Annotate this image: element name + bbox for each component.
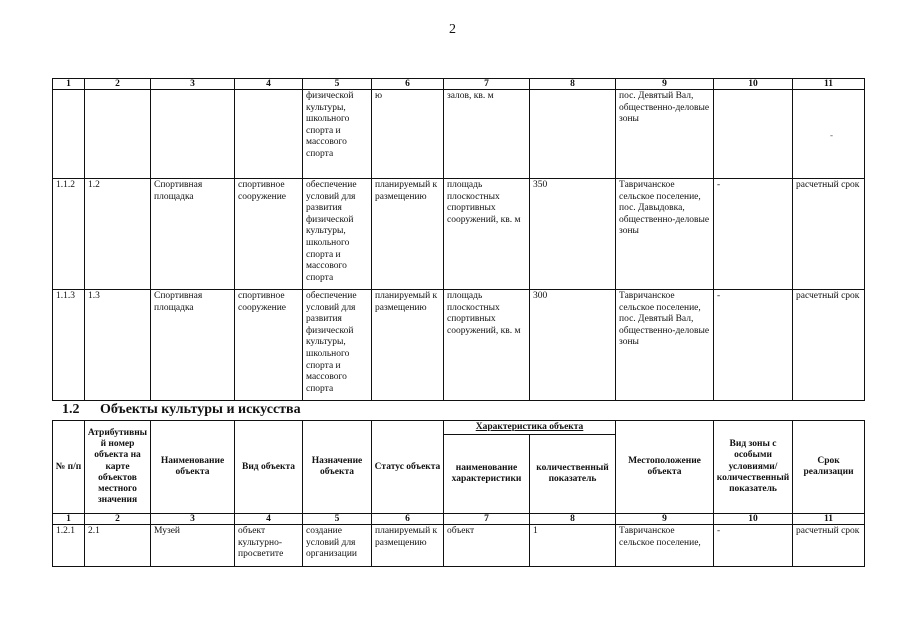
page-number: 2 bbox=[449, 22, 456, 37]
column-number: 11 bbox=[793, 79, 865, 90]
column-number: 10 bbox=[714, 79, 793, 90]
cell-zone bbox=[714, 90, 793, 179]
column-number: 5 bbox=[303, 514, 372, 525]
cell-term: расчетный срок bbox=[793, 179, 865, 290]
cell-status: ю bbox=[372, 90, 444, 179]
cell-characteristic: площадь плоскостных спортивных сооружений, кв. м bbox=[444, 179, 530, 290]
cell-quantity: 1 bbox=[530, 525, 616, 567]
table-row bbox=[53, 290, 865, 401]
cell-term bbox=[793, 90, 865, 179]
cell-characteristic: объект bbox=[444, 525, 530, 567]
table-row bbox=[53, 90, 865, 179]
cell-characteristic: площадь плоскостных спортивных сооружений, кв. м bbox=[444, 290, 530, 401]
table-row bbox=[53, 525, 865, 567]
sports-objects-table bbox=[52, 78, 865, 401]
column-number: 11 bbox=[793, 514, 865, 525]
culture-objects-table bbox=[52, 420, 865, 567]
column-number: 10 bbox=[714, 514, 793, 525]
column-number: 4 bbox=[235, 514, 303, 525]
column-number: 9 bbox=[616, 514, 714, 525]
section-title: Объекты культуры и искусства bbox=[100, 402, 301, 417]
column-number: 7 bbox=[444, 514, 530, 525]
cell-term: расчетный срок bbox=[793, 525, 865, 567]
cell-purpose: обеспечение условий для развития физической культуры, школьного спорта и массового спорта bbox=[303, 179, 372, 290]
cell-object-name bbox=[151, 90, 235, 179]
column-number: 9 bbox=[616, 79, 714, 90]
header-index: № п/п bbox=[53, 421, 85, 514]
cell-attribute-number: 2.1 bbox=[85, 525, 151, 567]
column-number: 2 bbox=[85, 514, 151, 525]
cell-zone: - bbox=[714, 179, 793, 290]
cell-zone: - bbox=[714, 290, 793, 401]
cell-location: пос. Девятый Вал, общественно-деловые зоны bbox=[616, 90, 714, 179]
header-characteristic-name: наименование характеристики bbox=[444, 435, 530, 514]
cell-location: Тавричанское сельское поселение, пос. Девятый Вал, общественно-деловые зоны bbox=[616, 290, 714, 401]
cell-index bbox=[53, 90, 85, 179]
cell-quantity bbox=[530, 90, 616, 179]
cell-object-type: объект культурно-просветите bbox=[235, 525, 303, 567]
cell-index: 1.1.2 bbox=[53, 179, 85, 290]
cell-object-name: Музей bbox=[151, 525, 235, 567]
cell-characteristic: залов, кв. м bbox=[444, 90, 530, 179]
cell-purpose: физической культуры, школьного спорта и массового спорта bbox=[303, 90, 372, 179]
cell-purpose: создание условий для организации bbox=[303, 525, 372, 567]
column-number: 4 bbox=[235, 79, 303, 90]
header-quantity: количественный показатель bbox=[530, 435, 616, 514]
header-object-name: Наименование объекта bbox=[151, 421, 235, 514]
column-number-row bbox=[53, 514, 865, 525]
cell-attribute-number bbox=[85, 90, 151, 179]
header-zone: Вид зоны с особыми условиями/ количественный показатель bbox=[714, 421, 793, 514]
cell-attribute-number: 1.3 bbox=[85, 290, 151, 401]
column-number: 1 bbox=[53, 79, 85, 90]
cell-purpose: обеспечение условий для развития физической культуры, школьного спорта и массового спорта bbox=[303, 290, 372, 401]
cell-zone: - bbox=[714, 525, 793, 567]
column-number: 3 bbox=[151, 79, 235, 90]
stray-tick-mark: - bbox=[830, 130, 833, 140]
column-number: 7 bbox=[444, 79, 530, 90]
cell-object-type: спортивное сооружение bbox=[235, 290, 303, 401]
header-purpose: Назначение объекта bbox=[303, 421, 372, 514]
cell-index: 1.1.3 bbox=[53, 290, 85, 401]
column-number: 8 bbox=[530, 79, 616, 90]
table-row bbox=[53, 179, 865, 290]
header-row bbox=[53, 421, 865, 435]
header-location: Местоположение объекта bbox=[616, 421, 714, 514]
cell-attribute-number: 1.2 bbox=[85, 179, 151, 290]
cell-object-type bbox=[235, 90, 303, 179]
column-number: 6 bbox=[372, 514, 444, 525]
cell-status: планируемый к размещению bbox=[372, 525, 444, 567]
cell-object-name: Спортивная площадка bbox=[151, 290, 235, 401]
cell-quantity: 350 bbox=[530, 179, 616, 290]
column-number: 8 bbox=[530, 514, 616, 525]
section-heading bbox=[62, 402, 301, 418]
column-number: 5 bbox=[303, 79, 372, 90]
cell-location: Тавричанское сельское поселение, bbox=[616, 525, 714, 567]
header-term: Срок реализации bbox=[793, 421, 865, 514]
column-number: 3 bbox=[151, 514, 235, 525]
header-status: Статус объекта bbox=[372, 421, 444, 514]
column-number: 1 bbox=[53, 514, 85, 525]
column-number: 6 bbox=[372, 79, 444, 90]
header-attribute-number: Атрибутивный номер объекта на карте объектов местного значения bbox=[85, 421, 151, 514]
section-number: 1.2 bbox=[62, 402, 80, 417]
column-number: 2 bbox=[85, 79, 151, 90]
cell-quantity: 300 bbox=[530, 290, 616, 401]
cell-status: планируемый к размещению bbox=[372, 290, 444, 401]
cell-status: планируемый к размещению bbox=[372, 179, 444, 290]
header-characteristic-group: Характеристика объекта bbox=[444, 421, 616, 435]
column-number-row bbox=[53, 79, 865, 90]
cell-object-name: Спортивная площадка bbox=[151, 179, 235, 290]
header-object-type: Вид объекта bbox=[235, 421, 303, 514]
cell-location: Тавричанское сельское поселение, пос. Давыдовка, общественно-деловые зоны bbox=[616, 179, 714, 290]
cell-index: 1.2.1 bbox=[53, 525, 85, 567]
cell-term: расчетный срок bbox=[793, 290, 865, 401]
cell-object-type: спортивное сооружение bbox=[235, 179, 303, 290]
